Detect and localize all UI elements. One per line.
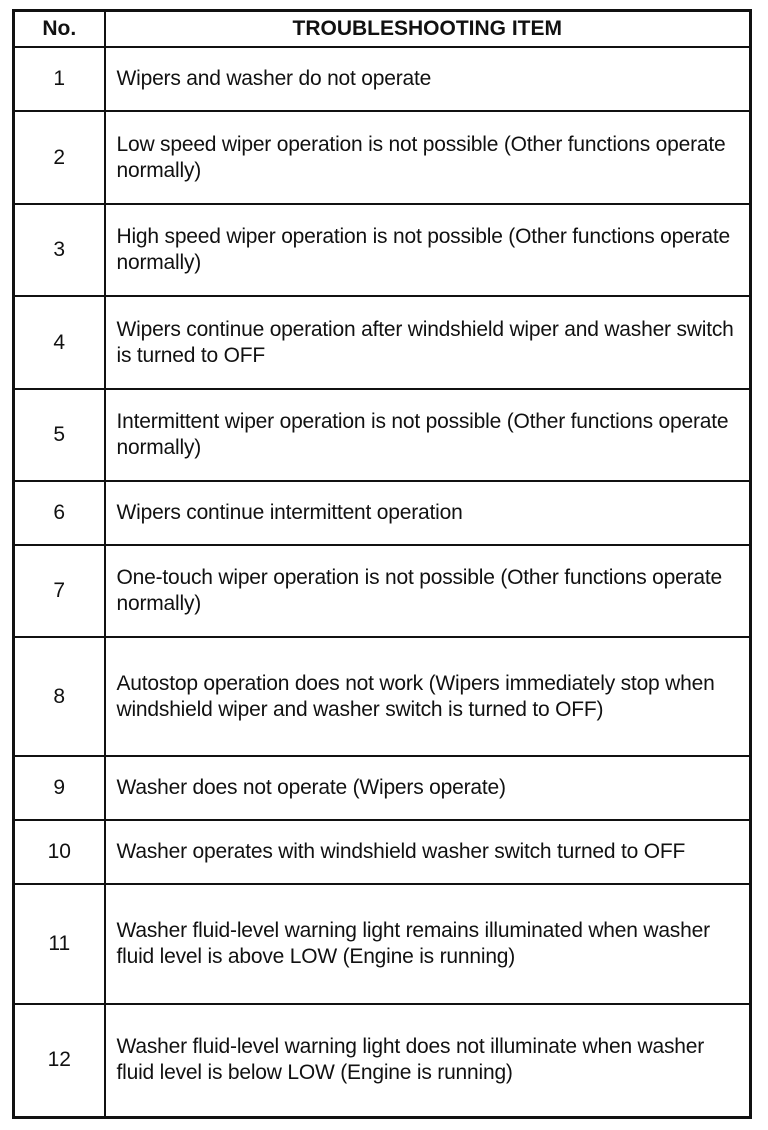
table-row [14,1004,751,1117]
table-row [14,389,751,481]
table-header-row [14,11,751,48]
table-row [14,204,751,296]
table-row [14,637,751,756]
troubleshooting-item-text: Washer fluid-level warning light does not illuminate when washer fluid level is below LOW (Engine is running) [105,1004,751,1117]
row-number: 4 [14,296,105,389]
row-number: 6 [14,481,105,545]
row-number: 1 [14,47,105,111]
troubleshooting-item-text: Washer does not operate (Wipers operate) [105,756,751,820]
row-number: 10 [14,820,105,884]
table-row [14,296,751,389]
troubleshooting-item-text: Low speed wiper operation is not possible (Other functions operate normally) [105,111,751,204]
row-number: 5 [14,389,105,481]
troubleshooting-item-text: Washer fluid-level warning light remains illuminated when washer fluid level is above LOW (Engine is running) [105,884,751,1004]
troubleshooting-item-text: High speed wiper operation is not possible (Other functions operate normally) [105,204,751,296]
table-row [14,545,751,637]
table-row [14,111,751,204]
row-number: 12 [14,1004,105,1117]
troubleshooting-item-text: Washer operates with windshield washer switch turned to OFF [105,820,751,884]
table-row [14,820,751,884]
table-row [14,756,751,820]
troubleshooting-table [12,9,752,1119]
row-number: 8 [14,637,105,756]
table-row [14,884,751,1004]
row-number: 7 [14,545,105,637]
table-row [14,47,751,111]
row-number: 2 [14,111,105,204]
troubleshooting-item-text: Intermittent wiper operation is not possible (Other functions operate normally) [105,389,751,481]
header-troubleshooting-item: TROUBLESHOOTING ITEM [105,11,751,48]
row-number: 11 [14,884,105,1004]
troubleshooting-item-text: Wipers continue operation after windshield wiper and washer switch is turned to OFF [105,296,751,389]
header-no: No. [14,11,105,48]
row-number: 3 [14,204,105,296]
troubleshooting-item-text: One-touch wiper operation is not possible (Other functions operate normally) [105,545,751,637]
table-row [14,481,751,545]
troubleshooting-document [12,9,749,1119]
troubleshooting-item-text: Autostop operation does not work (Wipers immediately stop when windshield wiper and washer switch is turned to OFF) [105,637,751,756]
row-number: 9 [14,756,105,820]
troubleshooting-item-text: Wipers and washer do not operate [105,47,751,111]
troubleshooting-item-text: Wipers continue intermittent operation [105,481,751,545]
